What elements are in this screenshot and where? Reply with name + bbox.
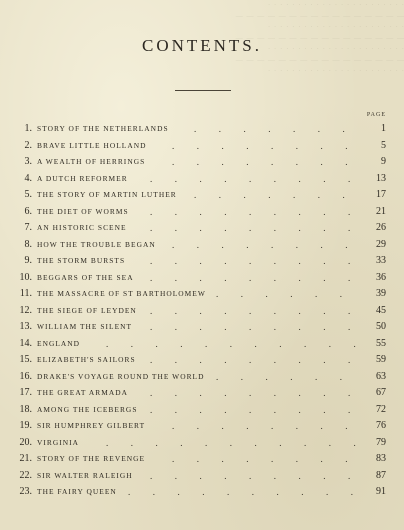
contents-entry <box>0 385 404 402</box>
chapter-number: 1. <box>24 123 32 134</box>
chapter-title: ENGLAND <box>37 338 81 348</box>
contents-entry <box>0 303 404 320</box>
chapter-title: SIR WALTER RALEIGH <box>37 470 133 480</box>
contents-entry <box>0 352 404 369</box>
chapter-number: 23. <box>19 486 32 497</box>
page-number: 33 <box>376 255 386 266</box>
chapter-title: DRAKE'S VOYAGE ROUND THE WORLD <box>37 371 205 381</box>
dot-leader: . . . . . . . . . <box>150 173 373 184</box>
page-number: 83 <box>376 453 386 464</box>
contents-heading: CONTENTS. <box>141 36 263 55</box>
dot-leader: . . . . . . . <box>194 124 368 134</box>
chapter-title: VIRGINIA <box>37 437 80 447</box>
chapter-number: 9. <box>24 255 32 266</box>
chapter-title: HOW THE TROUBLE BEGAN <box>37 239 156 249</box>
chapter-title: WILLIAM THE SILENT <box>37 322 133 331</box>
chapter-title: STORY OF THE NETHERLANDS <box>37 124 169 133</box>
contents-entry <box>0 270 404 287</box>
dot-leader: . . . . . . <box>216 289 365 299</box>
dot-leader: . . . . . . . . . . <box>128 487 376 497</box>
page-number: 21 <box>376 205 386 217</box>
page-number: 63 <box>376 370 386 382</box>
page-number: 87 <box>376 469 386 481</box>
page-column-label: PAGE <box>366 112 386 118</box>
dot-leader: . . . . . . . . . <box>150 404 373 415</box>
dot-leader: . . . . . . . . . <box>150 470 373 481</box>
contents-entry <box>0 154 404 171</box>
heading-rule <box>175 90 231 91</box>
chapter-title: THE FAIRY QUEEN <box>37 487 117 496</box>
chapter-number: 16. <box>19 370 32 382</box>
chapter-title: SIR HUMPHREY GILBERT <box>37 421 146 430</box>
dot-leader: . . . . . . <box>216 371 365 382</box>
chapter-title: THE GREAT ARMADA <box>37 388 128 397</box>
page-number: 9 <box>381 156 386 167</box>
dot-leader: . . . . . . . . . <box>150 272 373 283</box>
contents-entry <box>0 121 404 138</box>
chapter-title: THE DIET OF WORMS <box>37 206 129 216</box>
dot-leader: . . . . . . . . . <box>150 305 373 316</box>
chapter-number: 21. <box>19 453 32 464</box>
page-number: 26 <box>376 222 386 233</box>
chapter-number: 19. <box>19 420 32 431</box>
contents-entry <box>0 253 404 270</box>
chapter-title: BRAVE LITTLE HOLLAND <box>37 140 147 150</box>
page-number: 5 <box>381 139 386 151</box>
chapter-number: 22. <box>19 469 32 481</box>
page-number: 67 <box>376 387 386 398</box>
contents-entry <box>0 336 404 353</box>
contents-list <box>0 121 404 501</box>
chapter-title: THE SIEGE OF LEYDEN <box>37 305 137 315</box>
dot-leader: . . . . . . . . <box>172 157 370 167</box>
dot-leader: . . . . . . . . <box>172 454 370 464</box>
dot-leader: . . . . . . . . <box>172 239 370 250</box>
page-number: 36 <box>376 271 386 283</box>
chapter-number: 8. <box>24 238 32 250</box>
chapter-title: ELIZABETH'S SAILORS <box>37 355 136 364</box>
chapter-title: THE MASSACRE OF ST BARTHOLOMEW <box>37 289 206 298</box>
page-number: 91 <box>376 486 386 497</box>
chapter-number: 12. <box>19 304 32 316</box>
chapter-title: AN HISTORIC SCENE <box>37 223 127 232</box>
contents-entry <box>0 369 404 386</box>
chapter-title: THE STORM BURSTS <box>37 256 126 265</box>
chapter-title: A WEALTH OF HERRINGS <box>37 157 146 166</box>
contents-entry <box>0 468 404 485</box>
contents-entry <box>0 435 404 452</box>
page-number: 29 <box>376 238 386 250</box>
dot-leader: . . . . . . . . <box>172 421 370 431</box>
chapter-number: 14. <box>19 337 32 349</box>
chapter-number: 13. <box>19 321 32 332</box>
dot-leader: . . . . . . . . . <box>150 256 373 266</box>
dot-leader: . . . . . . . . . <box>150 322 373 332</box>
contents-entry <box>0 138 404 155</box>
dot-leader: . . . . . . . . . <box>150 388 373 398</box>
page-number: 59 <box>376 354 386 365</box>
contents-entry <box>0 418 404 435</box>
chapter-number: 7. <box>24 222 32 233</box>
contents-entry <box>0 402 404 419</box>
chapter-number: 2. <box>24 139 32 151</box>
dot-leader: . . . . . . . . . . . <box>106 338 379 349</box>
page-number: 79 <box>376 436 386 448</box>
chapter-number: 10. <box>19 271 32 283</box>
chapter-number: 3. <box>24 156 32 167</box>
contents-entry <box>0 451 404 468</box>
dot-leader: . . . . . . . . . <box>150 223 373 233</box>
contents-entry <box>0 220 404 237</box>
contents-entry <box>0 187 404 204</box>
chapter-number: 18. <box>19 403 32 415</box>
chapter-title: STORY OF THE REVENGE <box>37 454 146 463</box>
page-number: 13 <box>376 172 386 184</box>
dot-leader: . . . . . . . . . . . <box>106 437 379 448</box>
page-number: 1 <box>381 123 386 134</box>
chapter-number: 11. <box>19 288 32 299</box>
contents-entry <box>0 204 404 221</box>
contents-entry <box>0 319 404 336</box>
page-number: 39 <box>376 288 386 299</box>
contents-entry <box>0 484 404 501</box>
chapter-number: 6. <box>24 205 32 217</box>
contents-entry <box>0 237 404 254</box>
show-through-text: · · · · · · · · · · · · · · · · · · · · · · · — — — — — — — — — — — — — — — — · · · · · · · · · · · · · · · · · · · · · · · — — — — — — — — — — — — — — — — · · · · · · · · · · · · · · · · · · · · · · · — — — — — — — — — — — — — — — — · · · · · · · · · · · · · · · · · · · · · · · <box>234 1 404 75</box>
chapter-title: BEGGARS OF THE SEA <box>37 272 134 282</box>
chapter-number: 20. <box>19 436 32 448</box>
dot-leader: . . . . . . . . . <box>150 206 373 217</box>
chapter-title: THE STORY OF MARTIN LUTHER <box>37 190 177 199</box>
dot-leader: . . . . . . . . <box>172 140 370 151</box>
page-number: 17 <box>376 189 386 200</box>
contents-entry <box>0 171 404 188</box>
page-number: 72 <box>376 403 386 415</box>
dot-leader: . . . . . . . <box>194 190 368 200</box>
dot-leader: . . . . . . . . . <box>150 355 373 365</box>
page-number: 45 <box>376 304 386 316</box>
page-number: 76 <box>376 420 386 431</box>
contents-entry <box>0 286 404 303</box>
chapter-number: 17. <box>19 387 32 398</box>
chapter-number: 5. <box>24 189 32 200</box>
chapter-number: 4. <box>24 172 32 184</box>
chapter-title: A DUTCH REFORMER <box>37 173 128 183</box>
chapter-title: AMONG THE ICEBERGS <box>37 404 138 414</box>
page-number: 50 <box>376 321 386 332</box>
page-number: 55 <box>376 337 386 349</box>
chapter-number: 15. <box>19 354 32 365</box>
